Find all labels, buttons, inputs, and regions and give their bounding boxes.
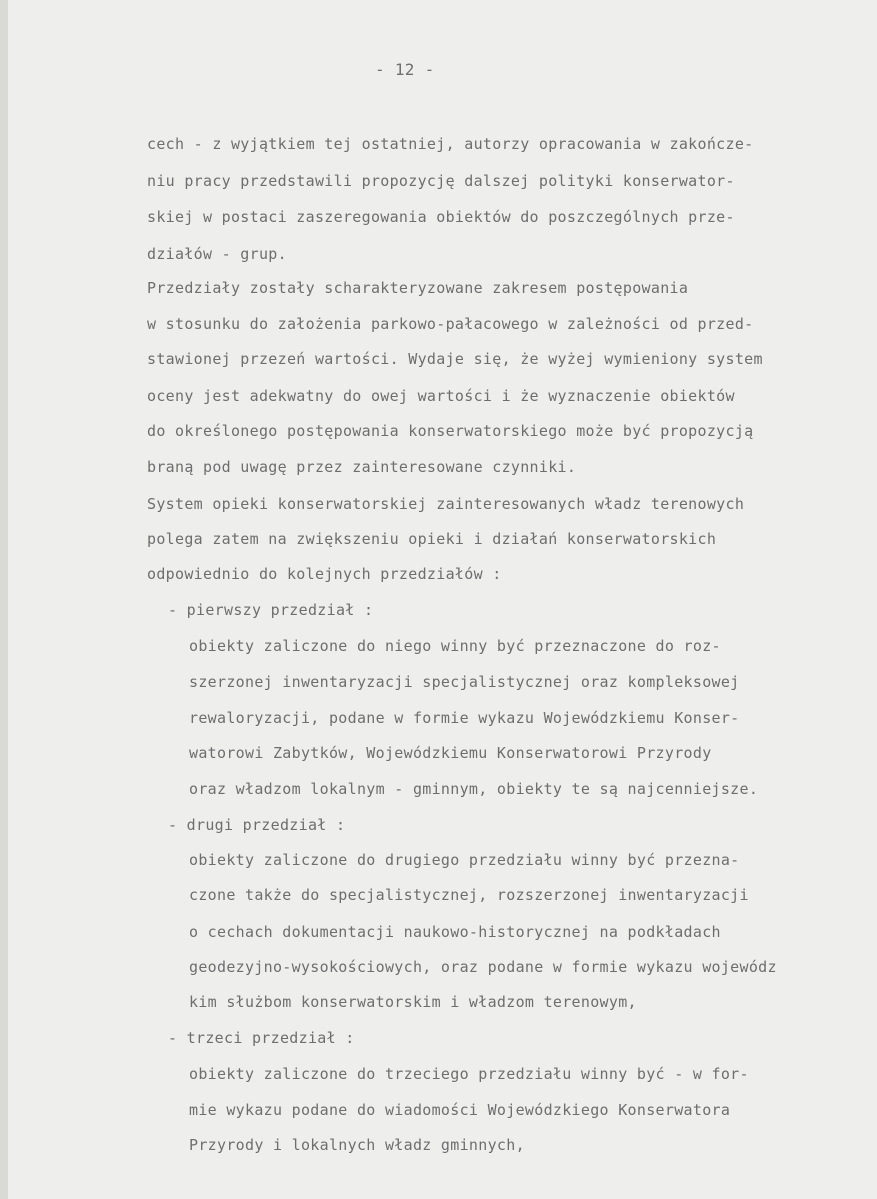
- text-line: obiekty zaliczone do niego winny być przeznaczone do roz-: [189, 637, 721, 655]
- text-line: działów - grup.: [147, 245, 287, 263]
- text-line: oceny jest adekwatny do owej wartości i że wyznaczenie obiektów: [147, 387, 735, 405]
- text-line: oraz władzom lokalnym - gminnym, obiekty te są najcenniejsze.: [189, 780, 759, 798]
- scan-edge: [0, 0, 8, 1199]
- list-item-heading: - trzeci przedział :: [168, 1029, 355, 1047]
- text-line: o cechach dokumentacji naukowo-historycznej na podkładach: [189, 923, 721, 941]
- text-line: geodezyjno-wysokościowych, oraz podane w formie wykazu wojewódz: [189, 958, 777, 976]
- text-line: niu pracy przedstawili propozycję dalszej polityki konserwator-: [147, 172, 735, 190]
- text-line: rewaloryzacji, podane w formie wykazu Wojewódzkiemu Konser-: [189, 709, 740, 727]
- text-line: System opieki konserwatorskiej zainteresowanych władz terenowych: [147, 495, 745, 513]
- text-line: Przyrody i lokalnych władz gminnych,: [189, 1136, 525, 1154]
- text-line: braną pod uwagę przez zainteresowane czynniki.: [147, 458, 577, 476]
- text-line: kim służbom konserwatorskim i władzom terenowym,: [189, 993, 637, 1011]
- text-line: obiekty zaliczone do drugiego przedziału winny być przezna-: [189, 851, 740, 869]
- list-item-heading: - drugi przedział :: [168, 816, 346, 834]
- text-line: szerzonej inwentaryzacji specjalistycznej oraz kompleksowej: [189, 673, 740, 691]
- text-line: obiekty zaliczone do trzeciego przedziału winny być - w for-: [189, 1065, 749, 1083]
- text-line: do określonego postępowania konserwatorskiego może być propozycją: [147, 422, 754, 440]
- text-line: skiej w postaci zaszeregowania obiektów do poszczególnych prze-: [147, 208, 735, 226]
- text-line: odpowiednio do kolejnych przedziałów :: [147, 565, 502, 583]
- text-line: mie wykazu podane do wiadomości Wojewódzkiego Konserwatora: [189, 1101, 731, 1119]
- text-line: watorowi Zabytków, Wojewódzkiemu Konserwatorowi Przyrody: [189, 744, 712, 762]
- page-number: - 12 -: [375, 60, 435, 79]
- text-line: w stosunku do założenia parkowo-pałacowego w zależności od przed-: [147, 315, 754, 333]
- text-line: stawionej przezeń wartości. Wydaje się, że wyżej wymieniony system: [147, 350, 763, 368]
- text-line: czone także do specjalistycznej, rozszerzonej inwentaryzacji: [189, 886, 749, 904]
- list-item-heading: - pierwszy przedział :: [168, 601, 374, 619]
- text-line: Przedziały zostały scharakteryzowane zakresem postępowania: [147, 279, 689, 297]
- text-line: polega zatem na zwiększeniu opieki i działań konserwatorskich: [147, 530, 717, 548]
- text-line: cech - z wyjątkiem tej ostatniej, autorzy opracowania w zakończe-: [147, 135, 754, 153]
